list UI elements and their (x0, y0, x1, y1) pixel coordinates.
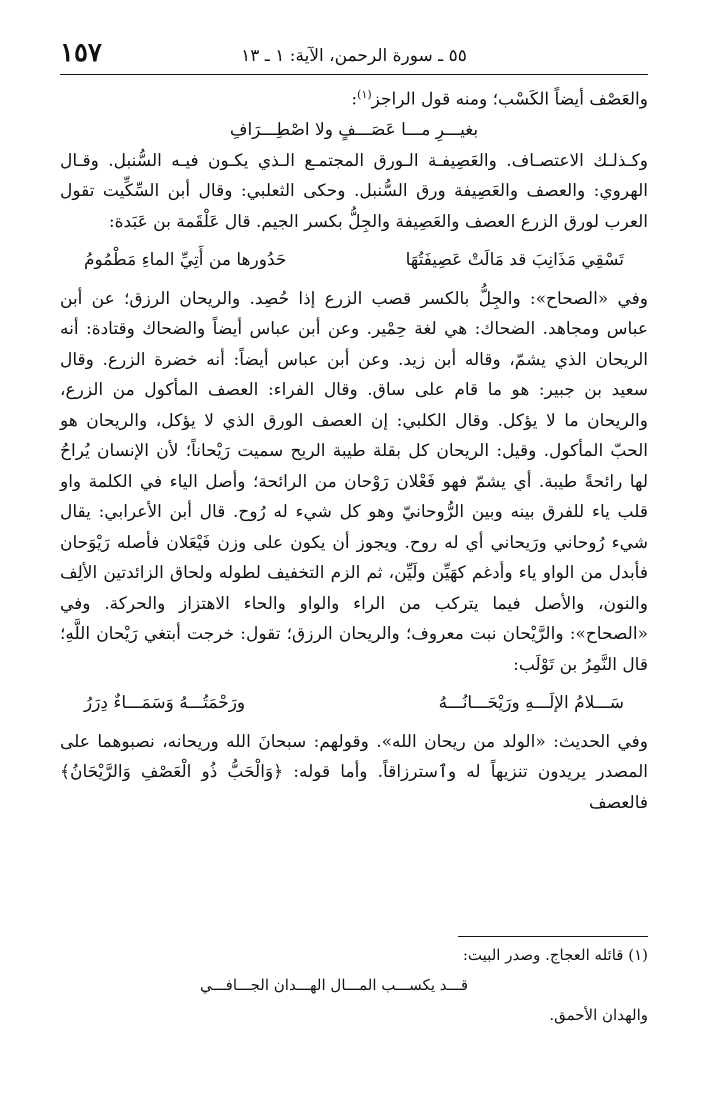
verse-couplet-1 (84, 245, 624, 276)
footnotes (60, 940, 648, 1030)
paragraph-2: وكـذلـك الاعتصـاف. والعَصِيفـة الـورق المجتمـع الـذي يكـون فيـه السُّنبل. وقـال الهروي: والعصف والعَصِيفة ورق السُّنبل. وحكى الثعلبي: وقال أبن السِّكِّيت تقول العرب لورق الزرع العصف والعَصِيفة والجِلُّ بكسر الجيم. قال عَلْقَمة بن عَبَدة: (60, 150, 648, 232)
verse-hemistich-first: تَسْقِي مَذَانِبَ قد مَالَتْ عَصِيفَتُهَا (405, 250, 624, 271)
paragraph-1-end: : (351, 89, 358, 110)
paragraph-4: وفي الحديث: «الولد من ريحان الله». وقولهم: سبحانَ الله وريحانه، نصبوهما على المصدر يريدون تنزيهاً له وٱسترزاقاً. وأما قوله: ﴿وَالْحَبُّ ذُو الْعَصْفِ وَالرَّيْحَانُ﴾ فالعصف (60, 731, 648, 813)
paragraph-3: وفي «الصحاح»: والجِلُّ بالكسر قصب الزرع إذا حُصِد. والريحان الرزق؛ عن أبن عباس ومجاهد. الضحاك: هي لغة حِمْير. وعن أبن عباس أيضاً والضحاك وقتادة: أنه الريحان الذي يشمّ، وقاله أبن زيد. وعن أبن عباس أيضاً: أنه خضرة الزرع. وقال سعيد بن جبير: هو ما قام على ساق. وقال الفراء: العصف المأكول من الزرع، والريحان ما لا يؤكل. وقال الكلبي: إن العصف الورق الذي لا يؤكل، والريحان هو الحبّ المأكول. وقيل: الريحان كل بقلة طيبة الريح سميت رَيْحاناً؛ لأن الإنسان يُراحُ لها رائحةً طيبة. أي يشمّ فهو فَعْلان رَوْحان من الرائحة؛ وأصل الياء في الكلمة واو قلب ياء للفرق بينه وبين الرُّوحانيّ وهو كل شيء له رُوح. قال أبن الأعرابي: يقال شيء رُوحاني ورَيحاني أي له روح. ويجوز أن يكون على وزن فَيْعَلان فأصله رَيْوَحان فأبدل من الواو ياء وأدغم كهَيِّن ولَيِّن، ثم الزم التخفيف لطوله ولحاق الزائدتين الألِف والنون، والأصل فيما يتركب من الراء والواو والحاء الاهتزاز والحركة. وفي «الصحاح»: والرَّيْحان نبت معروف؛ والريحان الرزق؛ تقول: خرجت أبتغي رَيْحان اللَّهِ؛ قال النَّمِرُ بن تَوْلَب: (60, 288, 648, 675)
running-title: ٥٥ ـ سورة الرحمن، الآية: ١ ـ ١٣ (241, 46, 467, 66)
paragraph-1-text: والعَصْف أيضاً الكَسْب؛ ومنه قول الراجز (371, 89, 648, 110)
footnote-reference: (١) (357, 88, 372, 101)
footnote-divider (458, 936, 648, 937)
verse-hemistich-first: سَـــلامُ الإلَـــهِ ورَيْحَـــانُـــهُ (438, 693, 624, 714)
page-number: ١٥٧ (60, 38, 102, 68)
paragraph-1 (60, 80, 648, 115)
page-header (60, 34, 648, 75)
verse-line-1: بغيـــرِ مـــا عَصَـــفٍ ولا اصْطِـــرَافِ (229, 120, 479, 141)
verse-hemistich-second: ورَحْمَتُـــهُ وَسَمَـــاءٌ دِرَرُ (84, 693, 246, 714)
main-text (60, 80, 648, 818)
verse-hemistich-second: حَدُورها من أَتِيِّ الماءِ مَطْمُومُ (84, 250, 287, 271)
footnote-1: (١) قائله العجاج. وصدر البيت: (462, 946, 648, 964)
verse-couplet-2 (84, 688, 624, 719)
footnote-1-verse: قـــد يكســـب المـــال الهـــدان الجـــافـــي (199, 976, 469, 994)
footnote-1-gloss: والهدان الأحمق. (549, 1006, 648, 1024)
